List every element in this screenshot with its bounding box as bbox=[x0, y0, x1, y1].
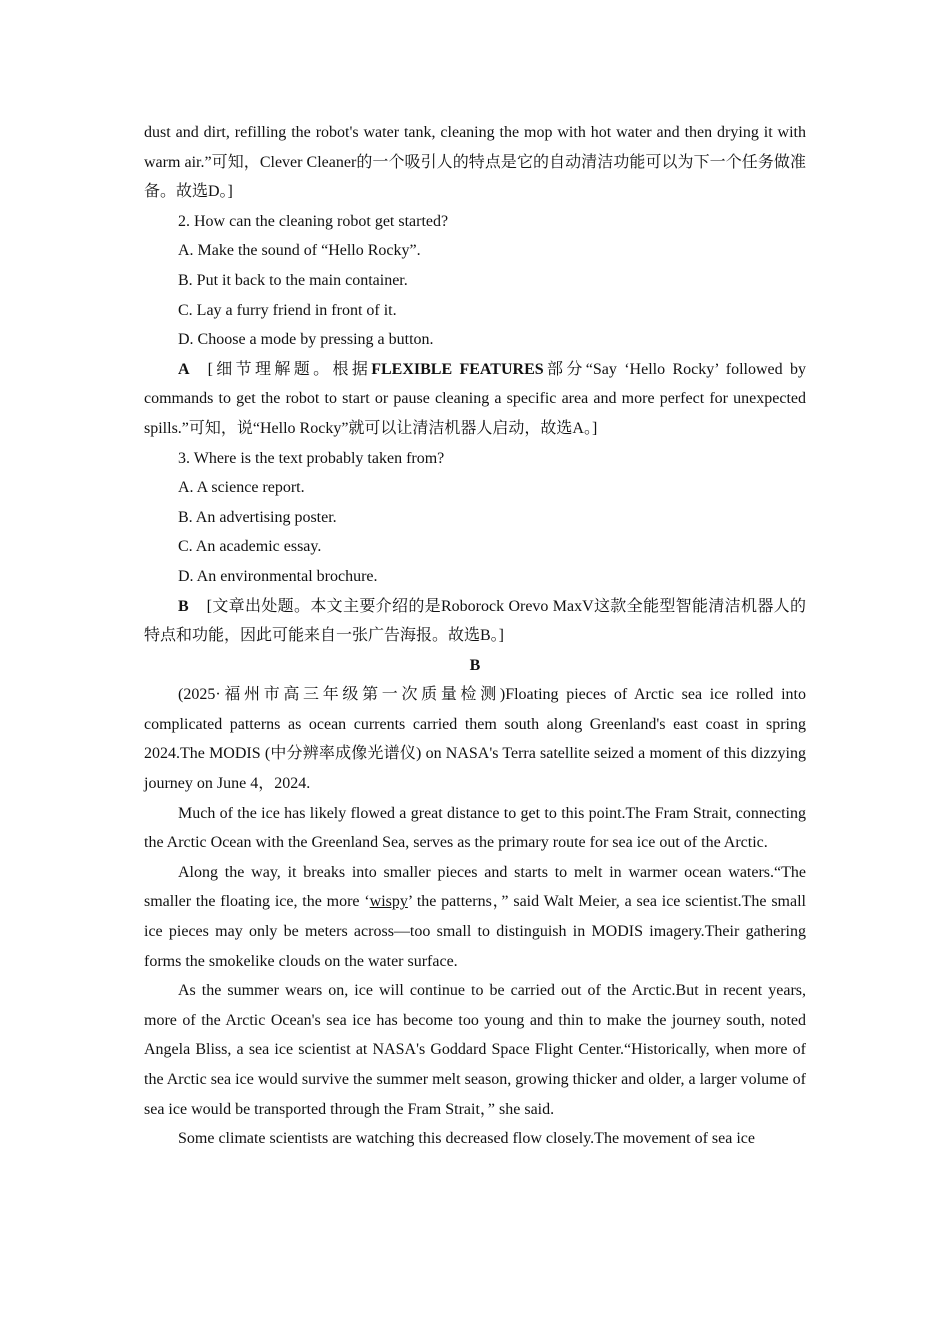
question-3-option-b: B. An advertising poster. bbox=[178, 508, 337, 526]
question-3-option-c: C. An academic essay. bbox=[178, 538, 322, 556]
answer-explanation: [文章出处题。本文主要介绍的是Roborock Orevo MaxV这款全能型智能清洁机器人的特点和功能，因此可能来自一张广告海报。故选B。] bbox=[144, 597, 806, 645]
question-2-option-b: B. Put it back to the main container. bbox=[178, 271, 408, 289]
answer-explanation-end: 部分“Say ‘Hello Rocky’ followed by commands to get the robot to start or pause cleaning a specific area and more perfect for unexpected spills.”可知，说“Hello Rocky”就可以让清洁机器人启动，故选A。] bbox=[144, 360, 806, 437]
question-3-answer bbox=[144, 592, 806, 651]
passage-paragraph-2: Much of the ice has likely flowed a great distance to get to this point.The Fram Strait, connecting the Arctic Ocean with the Greenland Sea, serves as the primary route for sea ice out of the Arctic. bbox=[144, 804, 806, 852]
question-2-answer bbox=[144, 355, 806, 444]
section-heading: B bbox=[469, 656, 481, 674]
answer-section-name: FLEXIBLE FEATURES bbox=[371, 360, 544, 378]
question-2-option-d: D. Choose a mode by pressing a button. bbox=[178, 331, 434, 349]
question-2-option-c: C. Lay a furry friend in front of it. bbox=[178, 301, 397, 319]
question-3-option-d: D. An environmental brochure. bbox=[178, 567, 378, 585]
passage-paragraph-5: Some climate scientists are watching this decreased flow closely.The movement of sea ice bbox=[178, 1130, 755, 1148]
passage-paragraph-3 bbox=[144, 858, 806, 976]
passage-paragraph-4: As the summer wears on, ice will continue to be carried out of the Arctic.But in recent years, more of the Arctic Ocean's sea ice has become too young and thin to make the journey south, noted Angela Bliss, a sea ice scientist at NASA's Goddard Space Flight Center.“Historically, when more of the Arctic sea ice would survive the summer melt season, growing thicker and older, a larger volume of sea ice would be transported through the Fram Strait，” she said. bbox=[144, 982, 806, 1118]
answer-letter: B bbox=[178, 597, 189, 615]
question-2: 2. How can the cleaning robot get started? bbox=[178, 212, 449, 230]
underlined-word: wispy bbox=[369, 893, 408, 911]
document-page bbox=[144, 118, 806, 1154]
answer-letter: A bbox=[178, 360, 190, 378]
question-2-option-a: A. Make the sound of “Hello Rocky”. bbox=[178, 242, 421, 260]
passage-paragraph-1: (2025·福州市高三年级第一次质量检测)Floating pieces of Arctic sea ice rolled into complicated patterns as ocean currents carried them south along Greenland's east coast in spring 2024.The MODIS (中分辨率成像光谱仪) on NASA's Terra satellite seized a moment of this dizzying journey on June 4，2024. bbox=[144, 686, 806, 793]
paragraph-3-end: ’ the patterns，” said Walt Meier, a sea ice scientist.The small ice pieces may only be meters across—too small to distinguish in MODIS imagery.Their gathering forms the smokelike clouds on the water surface. bbox=[144, 893, 806, 970]
paragraph-3-start: Along the way, it breaks into smaller pieces and starts to melt in warmer ocean waters.“The smaller the floating ice, the more ‘ bbox=[144, 863, 806, 911]
question-3-option-a: A. A science report. bbox=[178, 479, 305, 497]
intro-paragraph: dust and dirt, refilling the robot's water tank, cleaning the mop with hot water and then drying it with warm air.”可知，Clever Cleaner的一个吸引人的特点是它的自动清洁功能可以为下一个任务做准备。故选D。] bbox=[144, 124, 806, 201]
answer-explanation-start: [细节理解题。根据 bbox=[207, 360, 372, 378]
question-3: 3. Where is the text probably taken from? bbox=[178, 449, 445, 467]
